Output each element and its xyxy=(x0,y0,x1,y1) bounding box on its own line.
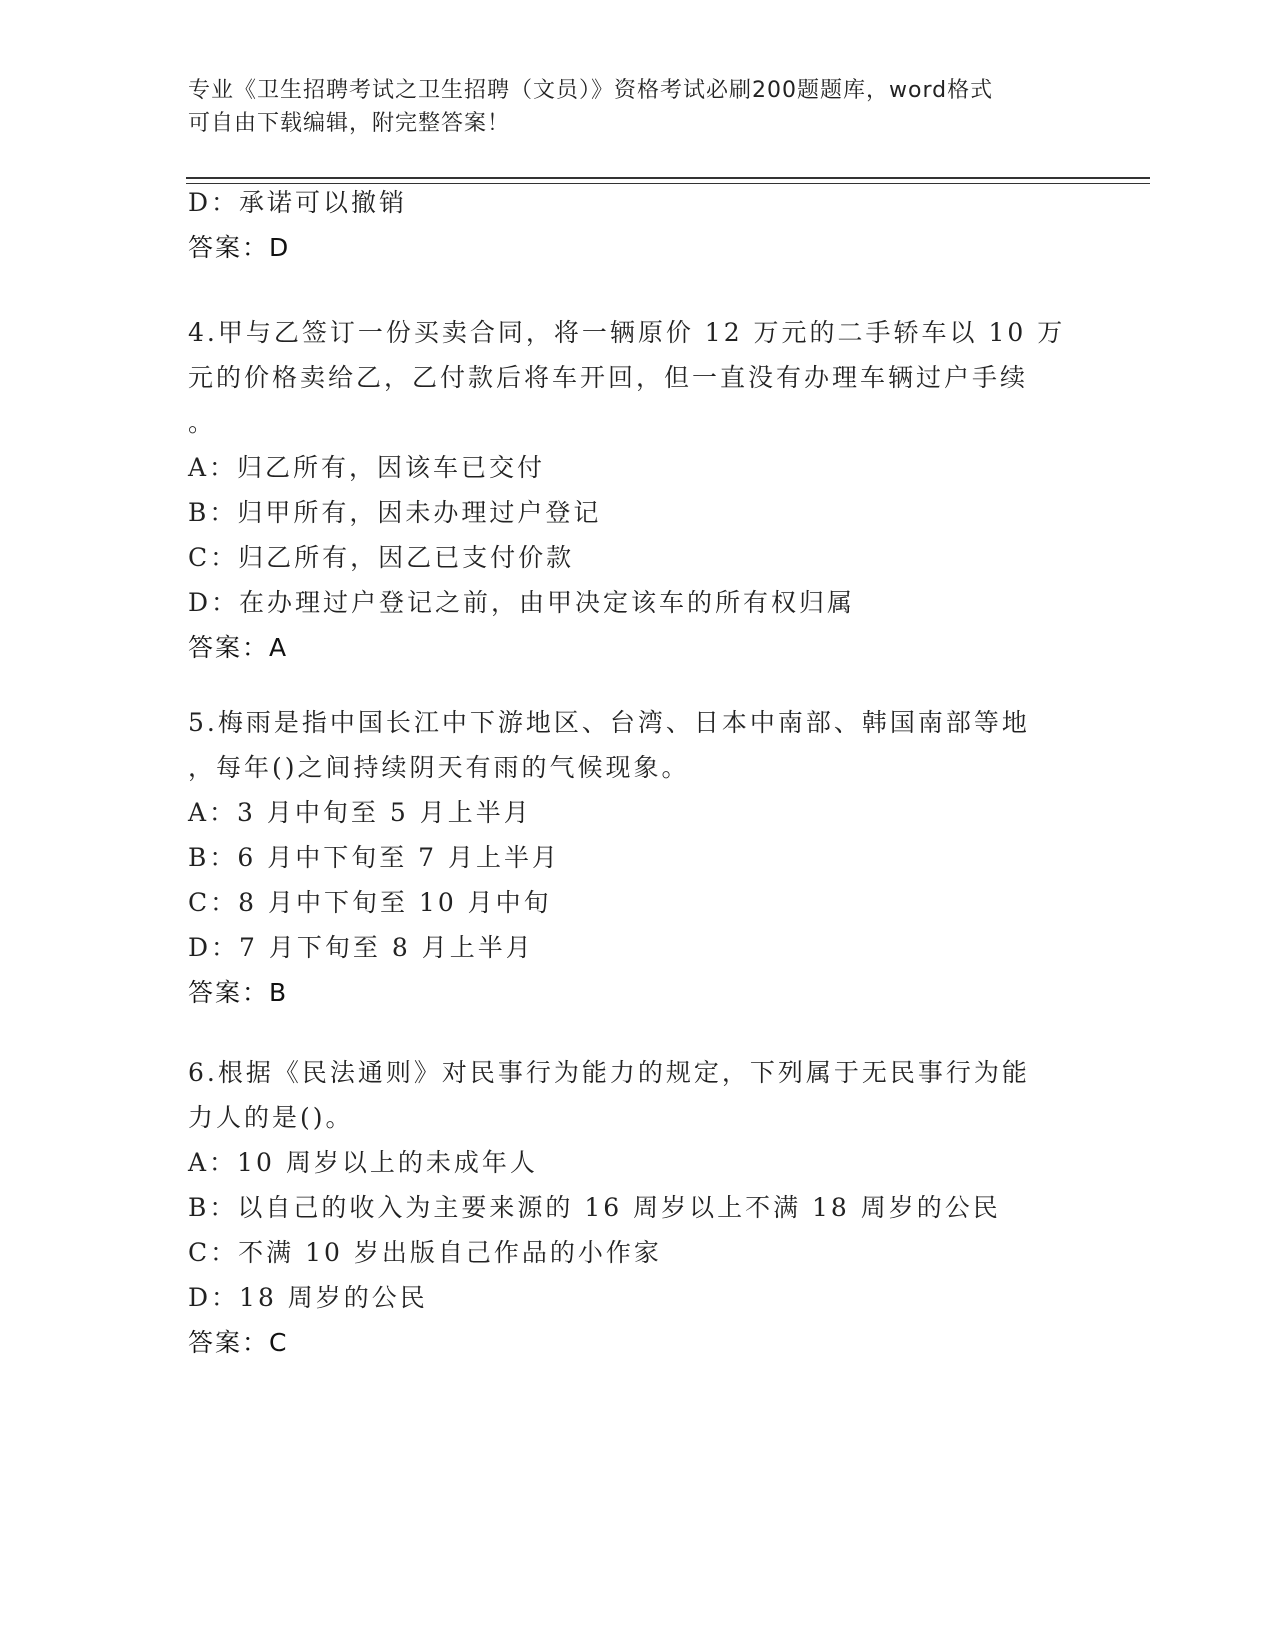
page-header xyxy=(188,74,1068,140)
question-6 xyxy=(188,1050,1068,1365)
option-d: D：承诺可以撤销 xyxy=(188,188,408,217)
option-c: C：归乙所有，因乙已支付价款 xyxy=(188,543,575,572)
question-stem-line: 元的价格卖给乙，乙付款后将车开回，但一直没有办理车辆过户手续 xyxy=(188,363,1029,392)
option-c: C：8 月中下旬至 10 月中旬 xyxy=(188,888,552,917)
answer-line: 答案：C xyxy=(188,1328,289,1357)
header-line-1: 专业《卫生招聘考试之卫生招聘（文员）》资格考试必刷200题题库，word格式 xyxy=(188,78,994,103)
option-d: D：在办理过户登记之前，由甲决定该车的所有权归属 xyxy=(188,588,856,617)
header-divider-thick xyxy=(186,177,1150,179)
question-stem-line: ，每年()之间持续阴天有雨的气候现象。 xyxy=(188,753,690,782)
option-b: B：以自己的收入为主要来源的 16 周岁以上不满 18 周岁的公民 xyxy=(188,1193,1001,1222)
option-b: B：6 月中下旬至 7 月上半月 xyxy=(188,843,561,872)
option-c: C：不满 10 岁出版自己作品的小作家 xyxy=(188,1238,662,1267)
question-4 xyxy=(188,310,1068,670)
question-stem-line: 。 xyxy=(188,408,217,437)
question-stem-line: 4.甲与乙签订一份买卖合同，将一辆原价 12 万元的二手轿车以 10 万 xyxy=(188,318,1066,347)
continued-question xyxy=(188,180,1068,270)
answer-line: 答案：B xyxy=(188,978,289,1007)
question-5 xyxy=(188,700,1068,1015)
answer-line: 答案：D xyxy=(188,233,291,262)
option-d: D：7 月下旬至 8 月上半月 xyxy=(188,933,534,962)
option-a: A：3 月中旬至 5 月上半月 xyxy=(188,798,532,827)
answer-line: 答案：A xyxy=(188,633,289,662)
option-a: A：归乙所有，因该车已交付 xyxy=(188,453,546,482)
question-stem-line: 5.梅雨是指中国长江中下游地区、台湾、日本中南部、韩国南部等地 xyxy=(188,708,1030,737)
question-stem-line: 6.根据《民法通则》对民事行为能力的规定，下列属于无民事行为能 xyxy=(188,1058,1030,1087)
header-line-2: 可自由下载编辑，附完整答案！ xyxy=(188,111,511,136)
option-d: D：18 周岁的公民 xyxy=(188,1283,428,1312)
option-b: B：归甲所有，因未办理过户登记 xyxy=(188,498,602,527)
question-stem-line: 力人的是()。 xyxy=(188,1103,354,1132)
option-a: A：10 周岁以上的未成年人 xyxy=(188,1148,538,1177)
